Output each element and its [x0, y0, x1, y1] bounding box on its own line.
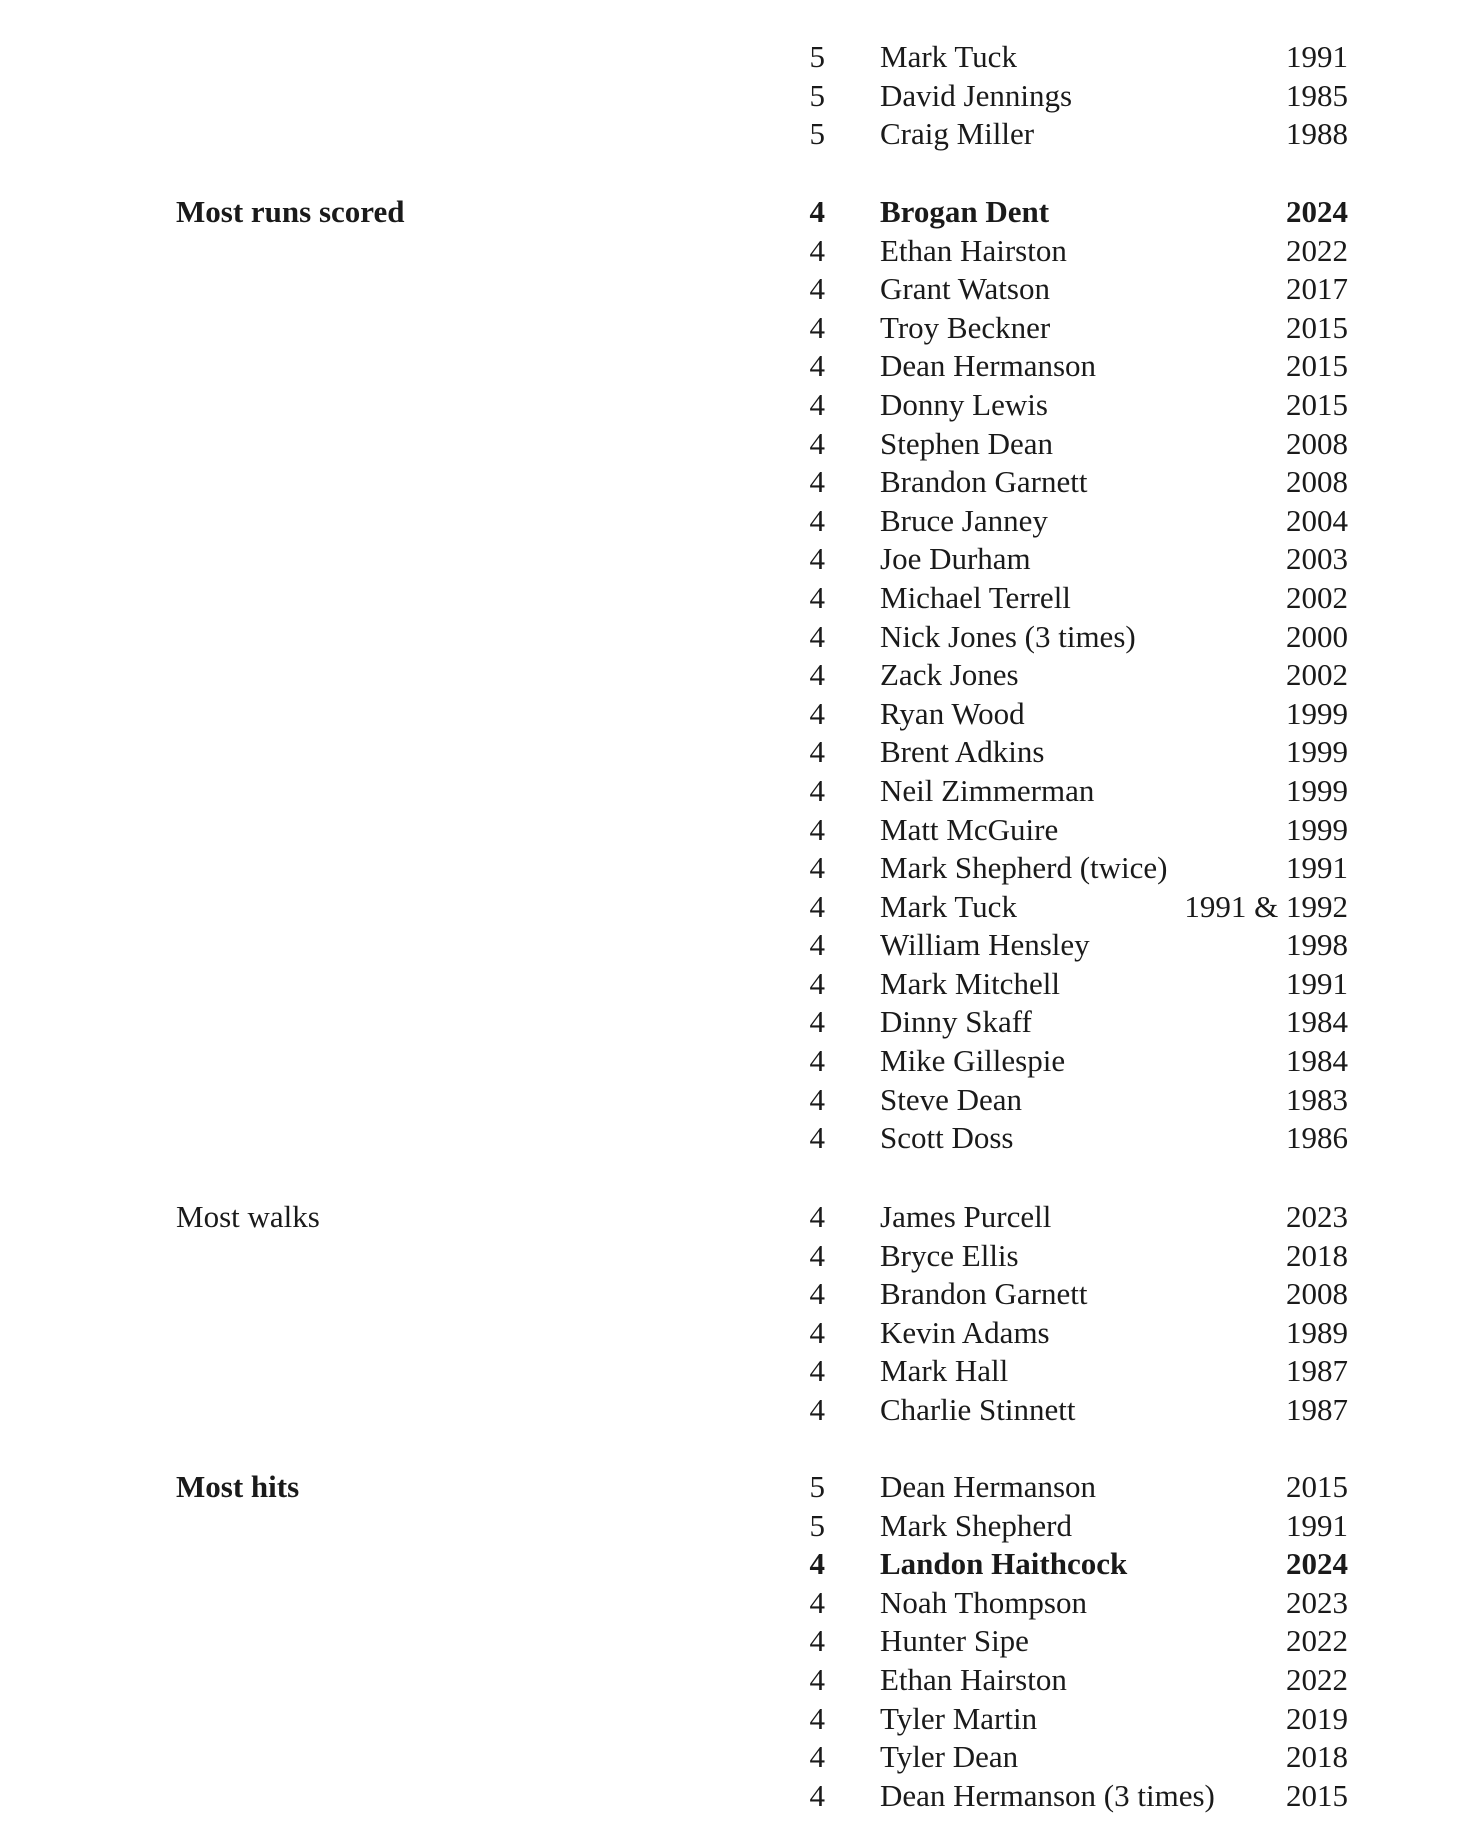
record-list — [0, 193, 1468, 1158]
record-year: 2024 — [1286, 194, 1348, 229]
record-row — [0, 1738, 1468, 1777]
player-name: Mark Mitchell — [880, 965, 1060, 1001]
player-name: Mike Gillespie — [880, 1043, 1066, 1079]
player-name: Steve Dean — [880, 1081, 1023, 1117]
record-count: 4 — [809, 1584, 825, 1620]
record-row — [0, 1003, 1468, 1042]
player-name: Stephen Dean — [880, 425, 1054, 461]
player-name: William Hensley — [880, 927, 1090, 963]
player-name: Dean Hermanson (3 times) — [880, 1777, 1215, 1813]
record-year: 1991 — [1286, 965, 1348, 1001]
record-row — [0, 270, 1468, 309]
player-name: Kevin Adams — [880, 1314, 1050, 1350]
record-count: 4 — [809, 965, 825, 1001]
record-row — [0, 965, 1468, 1004]
record-row — [0, 1314, 1468, 1353]
record-year: 1987 — [1286, 1391, 1348, 1427]
record-row — [0, 1042, 1468, 1081]
record-year: 2023 — [1286, 1199, 1348, 1234]
record-row — [0, 1622, 1468, 1661]
record-count: 4 — [809, 772, 825, 808]
record-count: 4 — [809, 1199, 825, 1234]
record-count: 4 — [809, 1739, 825, 1775]
record-row — [0, 38, 1468, 77]
record-row — [0, 77, 1468, 116]
record-year: 2024 — [1286, 1546, 1348, 1582]
player-name: David Jennings — [880, 77, 1073, 113]
record-year: 1998 — [1286, 927, 1348, 963]
player-name: Mark Shepherd (twice) — [880, 850, 1168, 886]
player-name: Ethan Hairston — [880, 1661, 1067, 1697]
record-count: 4 — [809, 1777, 825, 1813]
record-year: 1983 — [1286, 1081, 1348, 1117]
record-year: 2023 — [1286, 1584, 1348, 1620]
record-row — [0, 1584, 1468, 1623]
record-year: 2000 — [1286, 618, 1348, 654]
player-name: Bryce Ellis — [880, 1237, 1019, 1273]
record-year: 2015 — [1286, 309, 1348, 345]
record-count: 4 — [809, 425, 825, 461]
record-row — [0, 463, 1468, 502]
record-row — [0, 772, 1468, 811]
record-year: 1989 — [1286, 1314, 1348, 1350]
record-count: 5 — [809, 39, 825, 74]
player-name: Troy Beckner — [880, 309, 1051, 345]
record-year: 2008 — [1286, 425, 1348, 461]
record-count: 4 — [809, 734, 825, 770]
player-name: Brandon Garnett — [880, 1276, 1088, 1312]
record-row — [0, 425, 1468, 464]
record-count: 4 — [809, 386, 825, 422]
record-row — [0, 849, 1468, 888]
record-year: 1991 & 1992 — [1184, 888, 1348, 924]
record-count: 5 — [809, 1469, 825, 1504]
record-year: 1991 — [1286, 39, 1348, 74]
record-year: 2015 — [1286, 348, 1348, 384]
record-count: 4 — [809, 695, 825, 731]
record-row — [0, 1391, 1468, 1430]
record-row — [0, 502, 1468, 541]
record-row — [0, 1777, 1468, 1816]
record-year: 1986 — [1286, 1120, 1348, 1156]
record-count: 4 — [809, 1700, 825, 1736]
record-row — [0, 1700, 1468, 1739]
record-row — [0, 1198, 1468, 1237]
player-name: Tyler Martin — [880, 1700, 1038, 1736]
record-count: 4 — [809, 1391, 825, 1427]
record-year: 2015 — [1286, 1777, 1348, 1813]
record-row — [0, 695, 1468, 734]
record-year: 2022 — [1286, 1661, 1348, 1697]
record-year: 2002 — [1286, 657, 1348, 693]
record-row — [0, 1507, 1468, 1546]
player-name: Bruce Janney — [880, 502, 1048, 538]
player-name: Grant Watson — [880, 271, 1050, 307]
record-year: 1999 — [1286, 772, 1348, 808]
record-row — [0, 309, 1468, 348]
record-year: 2003 — [1286, 541, 1348, 577]
player-name: Mark Tuck — [880, 888, 1017, 924]
player-name: James Purcell — [880, 1199, 1052, 1234]
record-count: 4 — [809, 1661, 825, 1697]
record-count: 4 — [809, 888, 825, 924]
record-year: 2015 — [1286, 386, 1348, 422]
player-name: Donny Lewis — [880, 386, 1048, 422]
record-year: 2008 — [1286, 464, 1348, 500]
record-count: 4 — [809, 618, 825, 654]
record-row — [0, 1352, 1468, 1391]
record-row — [0, 347, 1468, 386]
record-count: 5 — [809, 116, 825, 152]
record-count: 4 — [809, 194, 825, 229]
player-name: Zack Jones — [880, 657, 1019, 693]
player-name: Craig Miller — [880, 116, 1035, 152]
player-name: Ethan Hairston — [880, 232, 1067, 268]
record-row — [0, 733, 1468, 772]
record-year: 2008 — [1286, 1276, 1348, 1312]
record-count: 4 — [809, 1276, 825, 1312]
record-year: 2015 — [1286, 1469, 1348, 1504]
record-list — [0, 1198, 1468, 1430]
record-count: 4 — [809, 850, 825, 886]
record-year: 2022 — [1286, 232, 1348, 268]
player-name: Matt McGuire — [880, 811, 1059, 847]
record-count: 4 — [809, 579, 825, 615]
record-year: 2022 — [1286, 1623, 1348, 1659]
record-count: 4 — [809, 1353, 825, 1389]
record-list — [0, 38, 1468, 154]
record-row — [0, 115, 1468, 154]
record-row — [0, 888, 1468, 927]
record-row — [0, 926, 1468, 965]
section-label: Most hits — [176, 1469, 300, 1504]
record-year: 1991 — [1286, 850, 1348, 886]
record-count: 4 — [809, 1546, 825, 1582]
record-count: 4 — [809, 309, 825, 345]
record-row — [0, 232, 1468, 271]
record-row — [0, 811, 1468, 850]
record-year: 2017 — [1286, 271, 1348, 307]
record-count: 4 — [809, 1043, 825, 1079]
record-year: 2019 — [1286, 1700, 1348, 1736]
record-year: 1984 — [1286, 1043, 1348, 1079]
player-name: Mark Tuck — [880, 39, 1017, 74]
record-year: 2002 — [1286, 579, 1348, 615]
record-row — [0, 656, 1468, 695]
record-count: 5 — [809, 77, 825, 113]
record-row — [0, 540, 1468, 579]
player-name: Nick Jones (3 times) — [880, 618, 1136, 654]
player-name: Scott Doss — [880, 1120, 1014, 1156]
record-year: 2018 — [1286, 1739, 1348, 1775]
record-count: 4 — [809, 811, 825, 847]
record-count: 4 — [809, 348, 825, 384]
section-label: Most runs scored — [176, 194, 405, 229]
record-count: 4 — [809, 1623, 825, 1659]
record-count: 4 — [809, 1120, 825, 1156]
player-name: Noah Thompson — [880, 1584, 1087, 1620]
player-name: Neil Zimmerman — [880, 772, 1095, 808]
record-year: 2018 — [1286, 1237, 1348, 1273]
record-row — [0, 1275, 1468, 1314]
record-row — [0, 1237, 1468, 1276]
record-year: 1987 — [1286, 1353, 1348, 1389]
player-name: Landon Haithcock — [880, 1546, 1128, 1582]
record-count: 4 — [809, 1314, 825, 1350]
player-name: Brent Adkins — [880, 734, 1045, 770]
record-count: 5 — [809, 1507, 825, 1543]
player-name: Michael Terrell — [880, 579, 1071, 615]
player-name: Charlie Stinnett — [880, 1391, 1076, 1427]
record-row — [0, 579, 1468, 618]
record-year: 1991 — [1286, 1507, 1348, 1543]
player-name: Brogan Dent — [880, 194, 1050, 229]
record-count: 4 — [809, 1004, 825, 1040]
record-count: 4 — [809, 232, 825, 268]
record-row — [0, 1545, 1468, 1584]
record-row — [0, 1119, 1468, 1158]
record-count: 4 — [809, 271, 825, 307]
player-name: Hunter Sipe — [880, 1623, 1029, 1659]
section-label: Most walks — [176, 1199, 320, 1234]
record-list — [0, 1468, 1468, 1815]
record-count: 4 — [809, 657, 825, 693]
record-count: 4 — [809, 927, 825, 963]
record-year: 1984 — [1286, 1004, 1348, 1040]
record-count: 4 — [809, 464, 825, 500]
player-name: Mark Hall — [880, 1353, 1009, 1389]
player-name: Joe Durham — [880, 541, 1031, 577]
player-name: Dean Hermanson — [880, 1469, 1097, 1504]
record-count: 4 — [809, 541, 825, 577]
record-year: 2004 — [1286, 502, 1348, 538]
player-name: Tyler Dean — [880, 1739, 1019, 1775]
record-row — [0, 1468, 1468, 1507]
player-name: Dinny Skaff — [880, 1004, 1032, 1040]
player-name: Mark Shepherd — [880, 1507, 1072, 1543]
player-name: Ryan Wood — [880, 695, 1025, 731]
record-row — [0, 1081, 1468, 1120]
record-row — [0, 618, 1468, 657]
record-count: 4 — [809, 1237, 825, 1273]
record-row — [0, 1661, 1468, 1700]
player-name: Dean Hermanson — [880, 348, 1097, 384]
record-row — [0, 193, 1468, 232]
record-count: 4 — [809, 502, 825, 538]
record-row — [0, 386, 1468, 425]
record-year: 1999 — [1286, 734, 1348, 770]
record-year: 1988 — [1286, 116, 1348, 152]
record-year: 1985 — [1286, 77, 1348, 113]
record-count: 4 — [809, 1081, 825, 1117]
player-name: Brandon Garnett — [880, 464, 1088, 500]
record-year: 1999 — [1286, 695, 1348, 731]
record-year: 1999 — [1286, 811, 1348, 847]
